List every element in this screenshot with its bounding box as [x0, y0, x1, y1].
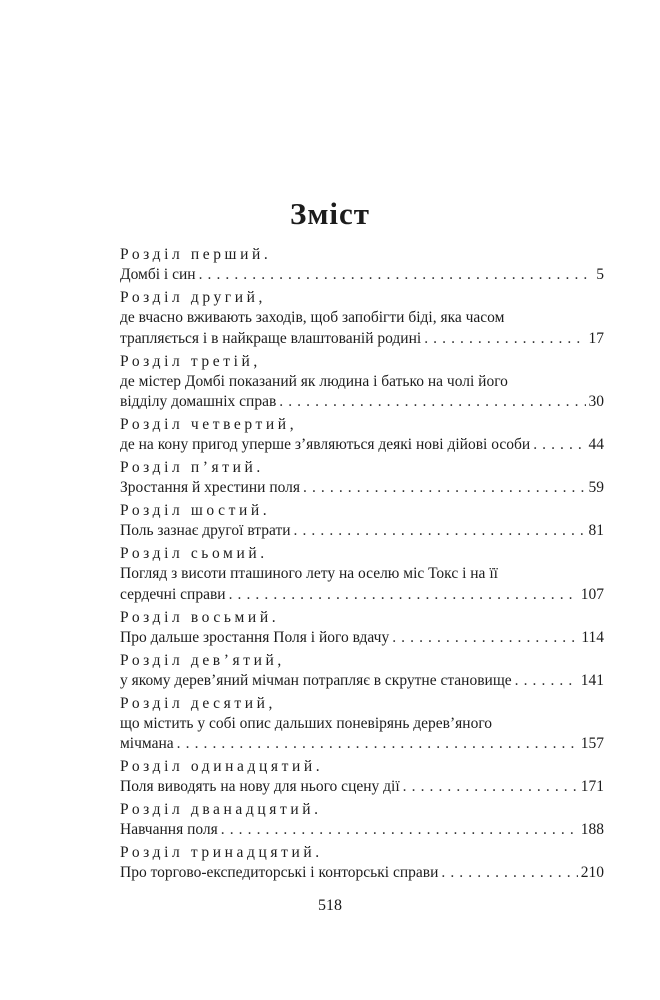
chapter-heading: Розділ дванадцятий. — [120, 801, 322, 818]
chapter-title-line — [120, 478, 604, 499]
chapter-title-text: Поль зазнає другої втрати — [120, 522, 291, 539]
chapter-title-text: Домбі і син — [120, 266, 196, 283]
chapter-title-text: сердечні справи — [120, 585, 226, 603]
page-title: Зміст — [289, 196, 371, 231]
chapter-heading: Розділ шостий. — [120, 502, 271, 519]
chapter-page-number: 188 — [580, 821, 604, 838]
toc-entry — [120, 501, 604, 542]
chapter-title-text: де вчасно вживають заходів, щоб запобігти біді, яка часом — [120, 309, 505, 326]
chapter-heading: Розділ перший. — [120, 246, 272, 263]
chapter-title-line — [120, 820, 604, 841]
chapter-title-line — [120, 777, 604, 798]
chapter-heading: Розділ тринадцятий. — [120, 844, 323, 861]
chapter-title-line — [120, 734, 604, 755]
dot-leader — [303, 478, 585, 499]
chapter-title-text: у якому дерев’яний мічман потрапляє в скрутне становище — [120, 671, 512, 689]
chapter-page-number: 157 — [580, 735, 604, 752]
dot-leader — [533, 435, 585, 456]
chapter-title-line — [120, 585, 604, 606]
toc-entry — [120, 544, 604, 605]
chapter-page-number: 44 — [588, 436, 604, 453]
toc-entry — [120, 757, 604, 798]
dot-leader — [403, 777, 578, 798]
chapter-title-text: трапляється і в найкраще влаштованій родині — [120, 329, 422, 347]
chapter-page-number: 59 — [588, 479, 604, 496]
chapter-title-text: мічмана — [120, 735, 174, 752]
chapter-page-number: 114 — [581, 628, 604, 646]
chapter-title-line — [120, 329, 604, 350]
chapter-heading: Розділ десятий, — [120, 694, 277, 712]
toc-entry — [120, 415, 604, 456]
chapter-page-number: 17 — [588, 329, 604, 347]
chapter-title-line — [120, 863, 604, 884]
chapter-title-text: де містер Домбі показаний як людина і батько на чолі його — [120, 372, 508, 390]
chapter-title-text: Поля виводять на нову для нього сцену дії — [120, 778, 400, 795]
chapter-page-number: 5 — [596, 266, 604, 283]
table-of-contents — [120, 245, 604, 884]
chapter-title-line — [120, 671, 604, 692]
dot-leader — [221, 820, 578, 841]
dot-leader — [424, 329, 585, 350]
toc-entry — [120, 800, 604, 841]
chapter-heading: Розділ сьомий. — [120, 545, 268, 562]
toc-entry — [120, 288, 604, 349]
dot-leader — [279, 392, 585, 413]
dot-leader — [177, 734, 578, 755]
dot-leader — [441, 863, 577, 884]
chapter-page-number: 107 — [580, 585, 604, 603]
dot-leader — [515, 671, 578, 692]
chapter-title-text: Зростання й хрестини поля — [120, 479, 301, 496]
dot-leader — [199, 265, 594, 286]
dot-leader — [392, 628, 578, 649]
chapter-heading: Розділ третій, — [120, 352, 261, 370]
toc-entry — [120, 458, 604, 499]
toc-entry — [120, 608, 604, 649]
dot-leader — [294, 521, 586, 542]
chapter-heading: Розділ другий, — [120, 289, 267, 306]
chapter-heading: Розділ дев’ятий, — [120, 651, 285, 669]
chapter-title-text: що містить у собі опис дальших поневірянь дерев’яного — [120, 714, 493, 732]
dot-leader — [229, 585, 578, 606]
chapter-heading: Розділ п’ятий. — [120, 459, 264, 476]
chapter-title-line — [120, 265, 604, 286]
chapter-title-text: відділу домашніх справ — [120, 393, 277, 410]
toc-entry — [120, 651, 604, 692]
chapter-title-line — [120, 521, 604, 542]
chapter-title-line — [120, 392, 604, 413]
chapter-title-text: Навчання поля — [120, 821, 218, 838]
chapter-title-text: Про торгово-експедиторські і конторські справи — [120, 864, 439, 881]
chapter-heading: Розділ четвертий, — [120, 416, 298, 433]
chapter-title-text: де на кону пригод уперше з’являються деякі нові дійові особи — [120, 436, 531, 453]
page-number: 518 — [318, 897, 342, 914]
chapter-heading: Розділ восьмий. — [120, 608, 280, 626]
toc-entry — [120, 245, 604, 286]
chapter-heading: Розділ одинадцятий. — [120, 758, 324, 775]
chapter-page-number: 210 — [580, 864, 604, 881]
toc-entry — [120, 352, 604, 413]
chapter-page-number: 171 — [580, 778, 604, 795]
chapter-page-number: 141 — [580, 671, 604, 689]
toc-entry — [120, 694, 604, 755]
chapter-title-text: Погляд з висоти пташиного лету на оселю міс Токс і на її — [120, 565, 498, 582]
toc-entry — [120, 843, 604, 884]
chapter-title-text: Про дальше зростання Поля і його вдачу — [120, 628, 390, 646]
chapter-page-number: 30 — [588, 393, 604, 410]
chapter-title-line — [120, 628, 604, 649]
chapter-title-line — [120, 435, 604, 456]
chapter-page-number: 81 — [588, 522, 604, 539]
